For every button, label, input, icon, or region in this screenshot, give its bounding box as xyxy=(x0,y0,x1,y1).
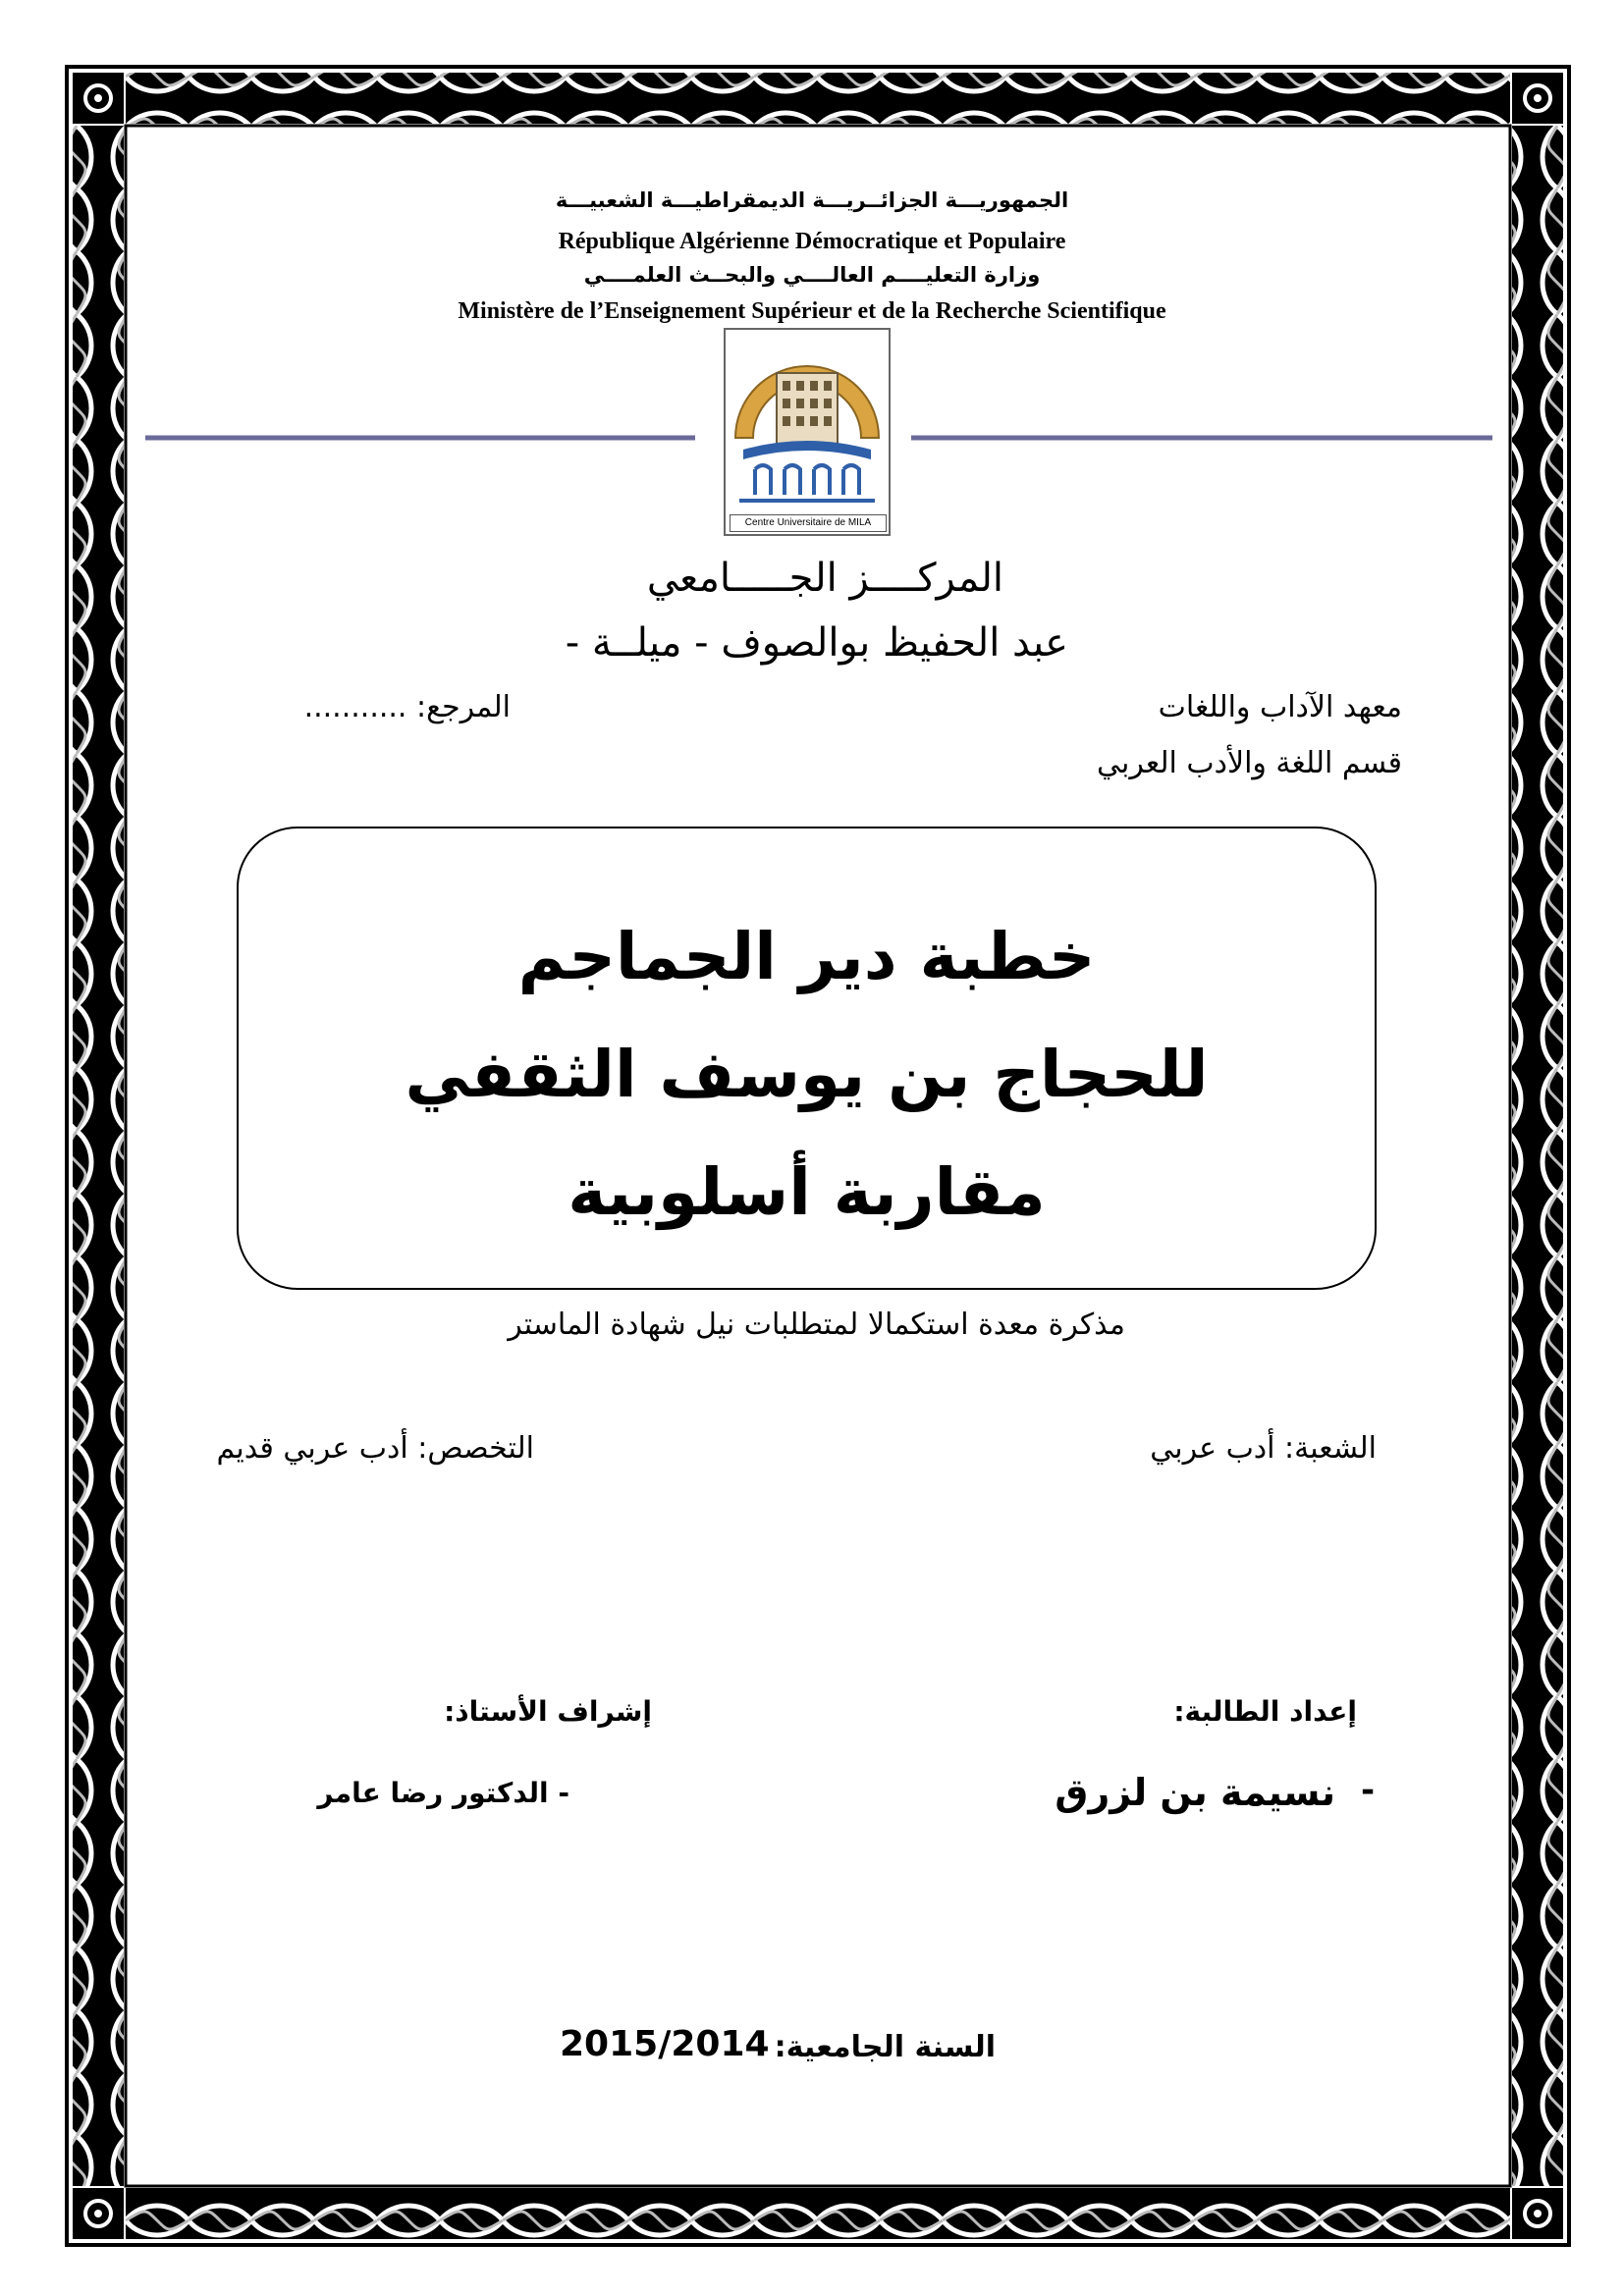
specialty-field: التخصص: أدب عربي قديم xyxy=(216,1431,534,1466)
student-label: إعداد الطالبة: xyxy=(1173,1695,1357,1728)
university-logo-emblem xyxy=(726,330,889,534)
academic-year-label: السنة الجامعية: xyxy=(774,2030,996,2064)
republic-arabic: الجمهوريـــة الجزائــريـــة الديمقراطيـــة الشعبيـــة xyxy=(555,188,1069,212)
institute-name: معهد الآداب واللغات xyxy=(1158,690,1402,724)
republic-french: République Algérienne Démocratique et Populaire xyxy=(558,229,1066,254)
university-logo xyxy=(724,328,891,536)
supervisor-name: - الدكتور رضا عامر xyxy=(317,1777,569,1809)
thesis-title-line2: للحجاج بن يوسف الثقفي xyxy=(405,1037,1209,1112)
logo-caption: Centre Universitaire de MILA xyxy=(730,514,887,532)
thesis-subtitle: مذكرة معدة استكمالا لمتطلبات نيل شهادة الماستر xyxy=(508,1308,1125,1342)
center-name: المركــــز الجـــــامعي xyxy=(646,556,1003,601)
department-name: قسم اللغة والأدب العربي xyxy=(1096,746,1402,780)
thesis-title-line1: خطبة دير الجماجم xyxy=(517,919,1096,994)
student-dash: - xyxy=(1361,1771,1376,1810)
university-name: عبد الحفيظ بوالصوف - ميلــة - xyxy=(565,620,1068,666)
supervisor-label: إشراف الأستاذ: xyxy=(444,1695,652,1728)
student-name: نسيمة بن لزرق xyxy=(1055,1771,1335,1814)
reference-field: المرجع: ........... xyxy=(303,690,511,724)
branch-field: الشعبة: أدب عربي xyxy=(1150,1431,1377,1466)
ministry-arabic: وزارة التعليــــم العالــــي والبحــث العلمــــي xyxy=(583,263,1041,287)
ministry-french: Ministère de l’Enseignement Supérieur et de la Recherche Scientifique xyxy=(458,298,1166,324)
academic-year-value: 2015/2014 xyxy=(560,2024,770,2064)
thesis-title-line3: مقاربة أسلوبية xyxy=(568,1154,1046,1230)
